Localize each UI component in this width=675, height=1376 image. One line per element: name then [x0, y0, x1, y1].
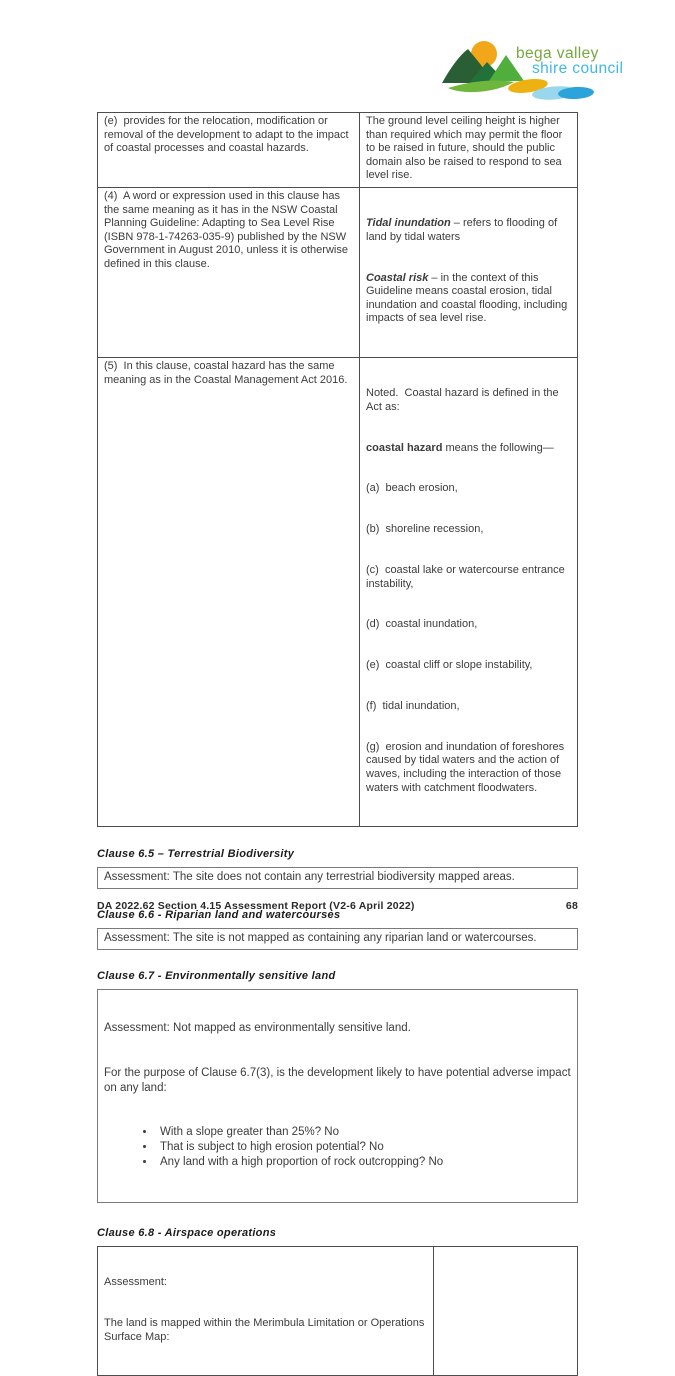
assessment-line: The land is mapped within the Merimbula Limitation or Operations Surface Map: [104, 1317, 428, 1343]
clause-6.6-assessment-box: Assessment: The site is not mapped as containing any riparian land or watercourses. [97, 928, 578, 950]
bullet-item: • Any land with a high proportion of rock outcropping? No [156, 1155, 571, 1170]
definition-list-item: (b) shoreline recession, [366, 523, 484, 536]
page-footer [97, 900, 578, 912]
clause-6.8-table [97, 1246, 578, 1376]
clause-6.6-heading: Clause 6.6 - Riparian land and watercourses [97, 909, 341, 922]
definition-text: – refers to flooding of land by tidal waters [366, 217, 561, 243]
cell-assessment-answer [434, 1247, 577, 1375]
clause-6.5-assessment-box: Assessment: The site does not contain any terrestrial biodiversity mapped areas. [97, 867, 578, 889]
definition-list-item: (d) coastal inundation, [366, 618, 478, 631]
logo-text-line2: shire council [532, 60, 624, 77]
assessment-intro: Noted. Coastal hazard is defined in the Act as: [366, 387, 562, 413]
definition-list-item: (a) beach erosion, [366, 482, 458, 495]
page-number: 68 [565, 900, 578, 912]
definition-text: – in the context of this Guideline means coastal erosion, tidal inundation and coastal flooding, including impacts of sea level rise. [366, 271, 571, 325]
table-row [98, 1247, 577, 1375]
table-row [98, 113, 577, 187]
cell-assessment: The ground level ceiling height is higher than required which may permit the floor to be raised in future, should the public domain also be raised to respond to sea level rise. [366, 115, 566, 182]
clause-6.7-assessment-box [97, 989, 578, 1203]
table-row [98, 357, 577, 826]
assessment-line: For the purpose of Clause 6.7(3), is the development likely to have potential adverse impact on any land: [104, 1066, 574, 1094]
cell-provision: (5) In this clause, coastal hazard has the same meaning as in the Coastal Management Act 2016. [98, 358, 360, 826]
definition-tidal-inundation [366, 217, 571, 244]
cell-assessment-question [98, 1247, 434, 1375]
council-logo [442, 36, 664, 104]
assessment-line: Assessment: Not mapped as environmentally sensitive land. [104, 1022, 411, 1035]
table-row [98, 187, 577, 357]
bullet-item: • That is subject to high erosion potential? No [156, 1140, 571, 1155]
definition-coastal-hazard [366, 442, 571, 456]
logo-text [516, 46, 623, 76]
assessment-bullet-list [104, 1125, 571, 1169]
coastal-clause-table [97, 112, 578, 827]
definition-text: means the following— [442, 441, 554, 454]
logo-text-line1: bega valley [516, 45, 599, 62]
clause-6.8-heading: Clause 6.8 - Airspace operations [97, 1227, 277, 1240]
cell-assessment [360, 188, 577, 357]
cell-provision: (e) provides for the relocation, modification or removal of the development to adapt to the impact of coastal processes and coastal hazards. [98, 113, 360, 187]
page-content [97, 112, 578, 1376]
term-coastal-risk: Coastal risk [366, 271, 429, 284]
term-coastal-hazard: coastal hazard [366, 441, 443, 454]
clause-6.7-heading: Clause 6.7 - Environmentally sensitive land [97, 969, 336, 982]
bullet-item: • With a slope greater than 25%? No [156, 1125, 571, 1140]
definition-list-item: (g) erosion and inundation of foreshores caused by tidal waters and the action of waves, including the interaction of those waters with catchment floodwaters. [366, 740, 568, 794]
clause-6.5-heading: Clause 6.5 – Terrestrial Biodiversity [97, 848, 295, 861]
definition-coastal-risk [366, 272, 571, 326]
definition-list-item: (e) coastal cliff or slope instability, [366, 659, 533, 672]
cell-provision: (4) A word or expression used in this clause has the same meaning as it has in the NSW Coastal Planning Guideline: Adapting to Sea Level Rise (ISBN 978-1-74263-035-9) published by the NSW Government in August 2010, unless it is otherwise defined in this clause. [98, 188, 360, 357]
term-tidal-inundation: Tidal inundation [366, 217, 451, 230]
assessment-line: Assessment: [104, 1276, 167, 1289]
footer-report-title: DA 2022.62 Section 4.15 Assessment Report (V2-6 April 2022) [97, 900, 415, 912]
cell-assessment [360, 358, 577, 826]
definition-list-item: (f) tidal inundation, [366, 699, 460, 712]
definition-list-item: (c) coastal lake or watercourse entrance instability, [366, 564, 568, 590]
